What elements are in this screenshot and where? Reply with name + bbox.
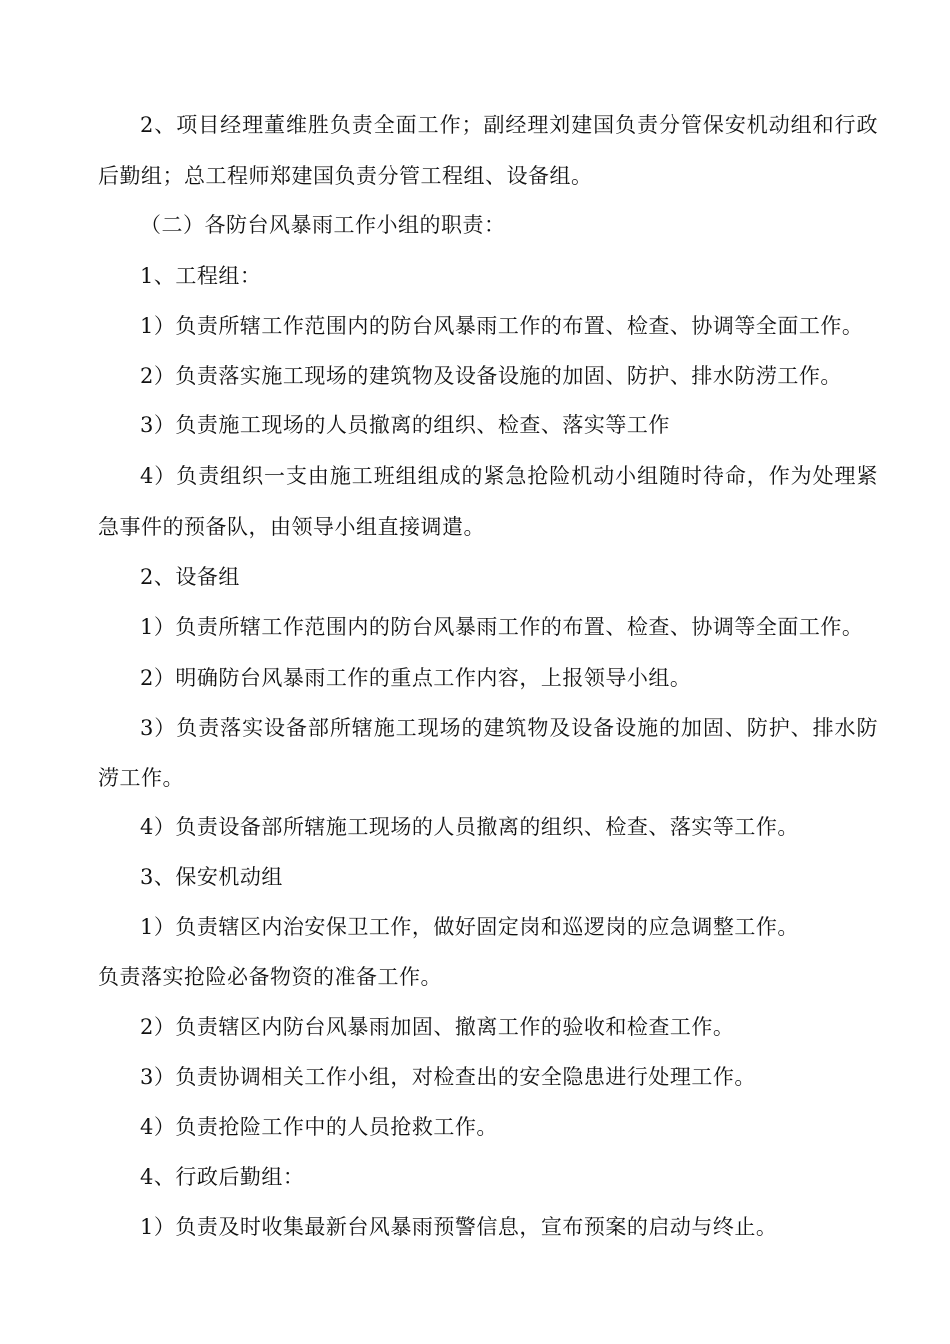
paragraph-line: 负责落实抢险必备物资的准备工作。 — [98, 965, 442, 989]
list-item: 1）负责辖区内治安保卫工作，做好固定岗和巡逻岗的应急调整工作。 — [140, 915, 799, 939]
paragraph-line: 2、项目经理董维胜负责全面工作；副经理刘建国负责分管保安机动组和行政 — [140, 113, 878, 137]
list-item: 4）负责组织一支由施工班组组成的紧急抢险机动小组随时待命，作为处理紧 — [140, 464, 878, 488]
list-item: 3）负责施工现场的人员撤离的组织、检查、落实等工作 — [140, 413, 670, 437]
list-item: 2）负责辖区内防台风暴雨加固、撤离工作的验收和检查工作。 — [140, 1015, 735, 1039]
paragraph-line: 后勤组；总工程师郑建国负责分管工程组、设备组。 — [98, 164, 593, 188]
list-item: 2）明确防台风暴雨工作的重点工作内容，上报领导小组。 — [140, 666, 692, 690]
list-item: 1）负责及时收集最新台风暴雨预警信息，宣布预案的启动与终止。 — [140, 1215, 778, 1239]
subsection-heading: 1、工程组： — [140, 264, 262, 288]
subsection-heading: 4、行政后勤组： — [140, 1165, 305, 1189]
list-item: 1）负责所辖工作范围内的防台风暴雨工作的布置、检查、协调等全面工作。 — [140, 615, 864, 639]
list-item: 2）负责落实施工现场的建筑物及设备设施的加固、防护、排水防涝工作。 — [140, 364, 842, 388]
section-heading: （二）各防台风暴雨工作小组的职责： — [140, 213, 506, 237]
list-item: 4）负责抢险工作中的人员抢救工作。 — [140, 1115, 498, 1139]
list-item: 4）负责设备部所辖施工现场的人员撤离的组织、检查、落实等工作。 — [140, 815, 799, 839]
paragraph-line: 涝工作。 — [98, 766, 184, 790]
list-item: 3）负责落实设备部所辖施工现场的建筑物及设备设施的加固、防护、排水防 — [140, 716, 878, 740]
list-item: 1）负责所辖工作范围内的防台风暴雨工作的布置、检查、协调等全面工作。 — [140, 314, 864, 338]
paragraph-line: 急事件的预备队，由领导小组直接调遣。 — [98, 515, 485, 539]
list-item: 3）负责协调相关工作小组，对检查出的安全隐患进行处理工作。 — [140, 1065, 756, 1089]
subsection-heading: 2、设备组 — [140, 565, 240, 589]
subsection-heading: 3、保安机动组 — [140, 865, 283, 889]
